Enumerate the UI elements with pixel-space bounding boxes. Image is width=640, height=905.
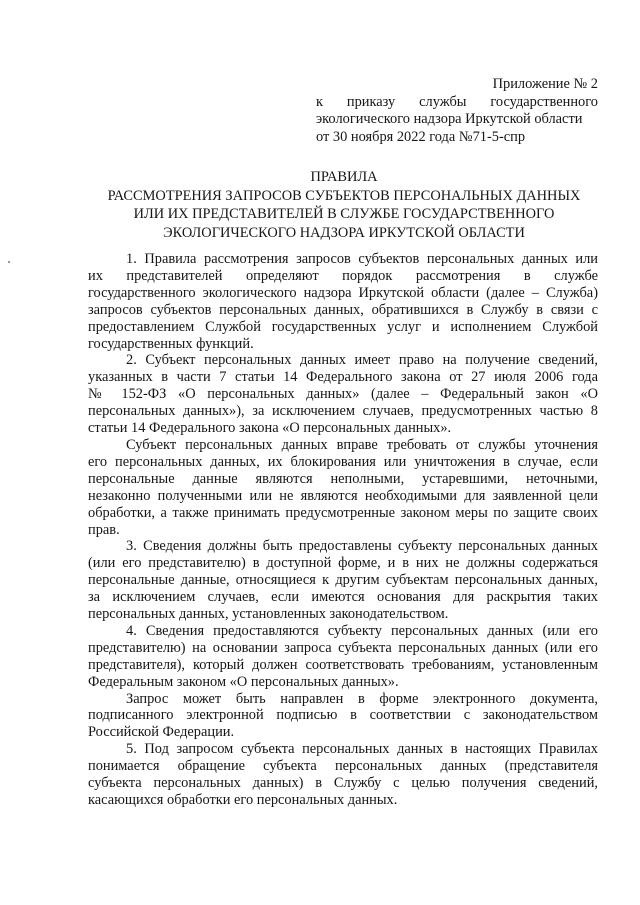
paragraph-1 xyxy=(88,251,598,352)
text-line: Субъект персональных данных вправе требовать от службы уточнения xyxy=(126,436,598,453)
paragraph-4 xyxy=(88,623,598,691)
appendix-order-ref: к приказу службы государственного xyxy=(316,93,598,110)
text-line: запросов субъектов персональных данных, обратившихся в Службу в связи с xyxy=(88,301,598,318)
title-line-2: РАССМОТРЕНИЯ ЗАПРОСОВ СУБЪЕКТОВ ПЕРСОНАЛЬНЫХ ДАННЫХ xyxy=(107,187,581,204)
text-line: Российской Федерации. xyxy=(88,724,235,741)
text-line: государственного экологического надзора Иркутской области (далее – Служба) xyxy=(88,284,598,301)
appendix-order-date: от 30 ноября 2022 года №71-5-спр xyxy=(316,128,526,145)
text-line: персональные данные являются неполными, устаревшими, неточными, xyxy=(88,470,598,487)
text-line: 5. Под запросом субъекта персональных данных в настоящих Правилах xyxy=(126,741,598,758)
text-line: обработки, а также принимать предусмотренные законом меры по защите своих xyxy=(88,504,598,521)
text-line: 4. Сведения предоставляются субъекту персональных данных (или его xyxy=(126,622,598,639)
text-line: (или его представителю) в доступной форме, и в них не должны содержаться xyxy=(88,555,598,572)
text-line: субъекта персональных данных) в Службу с целью получения сведений, xyxy=(88,775,598,792)
text-line: 2. Субъект персональных данных имеет право на получение сведений, xyxy=(126,352,598,369)
appendix-agency: экологического надзора Иркутской области xyxy=(316,111,583,127)
text-line: указанных в части 7 статьи 14 Федерального закона от 27 июля 2006 года xyxy=(88,369,598,386)
appendix-number: Приложение № 2 xyxy=(492,76,598,92)
title-line-1: ПРАВИЛА xyxy=(310,169,378,185)
text-line: представителя), который должен соответствовать требованиям, установленным xyxy=(88,656,598,673)
text-line: прав. xyxy=(88,521,120,538)
text-line: Федеральным законом «О персональных данных». xyxy=(88,673,399,690)
text-line: предоставлением Службой государственных услуг и исполнением Службой xyxy=(88,318,598,335)
appendix-header xyxy=(316,76,598,146)
text-line: представителю) на основании запроса субъекта персональных данных (или его xyxy=(88,639,598,656)
text-line: подписанного электронной подписью в соответствии с законодательством xyxy=(88,707,598,724)
text-line: государственных функций. xyxy=(88,335,254,352)
title-line-3: ИЛИ ИХ ПРЕДСТАВИТЕЛЕЙ В СЛУЖБЕ ГОСУДАРСТВЕННОГО xyxy=(133,206,555,222)
text-line: касающихся обработки его персональных данных. xyxy=(88,792,398,808)
text-line: Запрос может быть направлен в форме электронного документа, xyxy=(126,690,598,707)
text-line: за исключением случаев, если имеются основания для раскрытия таких xyxy=(88,589,598,606)
paragraph-2 xyxy=(88,352,598,437)
text-line: № 152-ФЗ «О персональных данных» (далее – Федеральный закон «О xyxy=(88,386,598,403)
paragraph-3 xyxy=(88,538,598,623)
text-line: персональные данные, относящиеся к другим субъектам персональных данных, xyxy=(88,572,598,589)
text-line: понимается обращение субъекта персональных данных (представителя xyxy=(88,758,598,775)
scan-margin-mark xyxy=(8,261,10,263)
document-body xyxy=(88,251,598,809)
text-line: статьи 14 Федерального закона «О персональных данных». xyxy=(88,420,452,437)
text-line: его персональных данных, их блокирования или уничтожения в случае, если xyxy=(88,453,598,470)
paragraph-5 xyxy=(88,741,598,809)
text-line: незаконно полученными или не являются необходимыми для заявленной цели xyxy=(88,487,598,504)
text-line: 1. Правила рассмотрения запросов субъектов персональных данных или xyxy=(126,251,598,267)
text-line: 3. Сведения должны быть предоставлены субъекту персональных данных xyxy=(126,538,598,555)
document-title xyxy=(84,168,604,242)
text-line: персональных данных, установленных законодательством. xyxy=(88,606,449,623)
text-line: их представителей определяют порядок рассмотрения в службе xyxy=(88,267,598,284)
title-line-4: ЭКОЛОГИЧЕСКОГО НАДЗОРА ИРКУТСКОЙ ОБЛАСТИ xyxy=(163,224,525,241)
paragraph-2-rights xyxy=(88,437,598,538)
paragraph-4-electronic xyxy=(88,691,598,742)
text-line: персональных данных»), за исключением случаев, предусмотренных частью 8 xyxy=(88,403,598,420)
